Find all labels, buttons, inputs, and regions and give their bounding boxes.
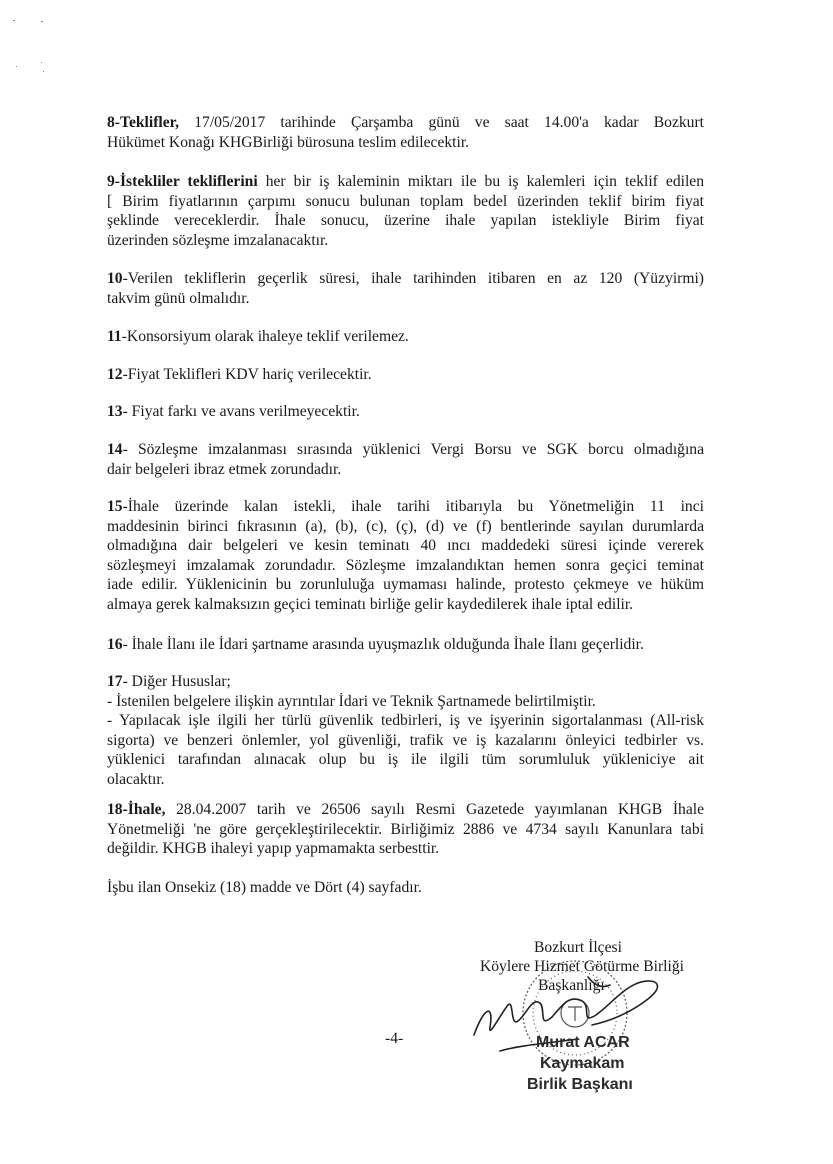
clause-text: takvim günü olmalıdır. bbox=[107, 289, 250, 307]
clause-12 bbox=[107, 365, 704, 385]
clause-text: -Konsorsiyum olarak ihaleye teklif verilemez. bbox=[121, 328, 409, 345]
clause-16 bbox=[107, 635, 704, 655]
clause-14 bbox=[107, 440, 704, 479]
clause-number: 9-İstekliler tekliflerini bbox=[107, 173, 258, 190]
clause-number: 11 bbox=[107, 328, 122, 345]
stamp-title: Kaymakam bbox=[540, 1055, 625, 1072]
clause-number: 16 bbox=[107, 636, 123, 653]
clause-text: - Yapılacak işle ilgili her türlü güvenlik tedbirleri, iş ve işyerinin sigortalanması (All-risk bbox=[107, 712, 704, 729]
clause-text: her bir iş kaleminin miktarı ile bu iş kalemleri için teklif edilen bbox=[265, 173, 704, 190]
clause-8 bbox=[107, 113, 704, 152]
clause-number: 13 bbox=[107, 403, 123, 420]
clause-17 bbox=[107, 672, 704, 789]
scan-specks bbox=[0, 0, 80, 80]
closing-text: İşbu ilan Onsekiz (18) madde ve Dört (4) sayfadır. bbox=[107, 879, 422, 896]
clause-number: 8-Teklifler, bbox=[107, 114, 180, 131]
clause-text: iade edilir. Yüklenicinin bu zorunluluğa uymaması halinde, protesto çekmeye ve hüküm bbox=[107, 576, 704, 593]
clause-text: sözleşmeyi imzalamak zorundadır. Sözleşme imzalandıktan hemen sonra geçici teminat bbox=[107, 556, 704, 574]
clause-text: maddesinin birinci fıkrasının (a), (b), (c), (ç), (d) ve (f) bentlerinde sayılan durumlarda bbox=[107, 517, 704, 535]
clause-text: - İhale İlanı ile İdari şartname arasında uyuşmazlık olduğunda İhale İlanı geçerlidir. bbox=[122, 636, 644, 653]
clause-text: şeklinde vereceklerdir. İhale sonucu, üzerine ihale yapılan istekliyle Birim fiyat bbox=[107, 212, 704, 229]
clause-15 bbox=[107, 497, 704, 614]
clause-text: sigorta) ve benzeri önlemler, yol güvenliği, trafik ve iş kazalarını önleyici tedbirler vs. bbox=[107, 731, 704, 749]
clause-text: - Diğer Hususlar; bbox=[122, 673, 231, 690]
clause-text: dair belgeleri ibraz etmek zorundadır. bbox=[107, 460, 342, 478]
page-number: -4- bbox=[385, 1030, 404, 1047]
clause-text: -İhale üzerinde kalan istekli, ihale tarihi itibarıyla bu Yönetmeliğin 11 inci bbox=[122, 498, 704, 515]
clause-text: - İstenilen belgelere ilişkin ayrıntılar İdari ve Teknik Şartnamede belirtilmiştir. bbox=[107, 692, 596, 710]
clause-text: Hükümet Konağı KHGBirliği bürosuna teslim edilecektir. bbox=[107, 133, 470, 151]
clause-number: 18-İhale, bbox=[107, 801, 166, 818]
signature-line-2: Köylere Hizmet Götürme Birliği bbox=[480, 958, 684, 975]
clause-number: 14 bbox=[107, 441, 123, 458]
clause-9 bbox=[107, 172, 704, 250]
official-seal-and-signature bbox=[460, 955, 690, 1095]
clause-text: almaya gerek kalmaksızın geçici teminatı birliğe gelir kaydedilerek ihale iptal edilir. bbox=[107, 595, 634, 613]
closing-statement bbox=[107, 878, 704, 898]
stamp-name: Murat ACAR bbox=[536, 1034, 630, 1051]
clause-number: 12 bbox=[107, 366, 123, 383]
clause-text: üzerinden sözleşme imzalanacaktır. bbox=[107, 231, 329, 249]
clause-text: [ Birim fiyatlarının çarpımı sonucu bulunan toplam bedel üzerinden teklif birim fiyat bbox=[107, 192, 704, 210]
clause-number: 15 bbox=[107, 498, 123, 515]
clause-text: Yönetmeliği 'ne göre gerçekleştirilecektir. Birliğimiz 2886 ve 4734 sayılı Kanunlara tabi bbox=[107, 820, 704, 838]
clause-text: 17/05/2017 tarihinde Çarşamba günü ve saat 14.00'a kadar Bozkurt bbox=[194, 114, 704, 131]
clause-13 bbox=[107, 402, 704, 422]
clause-text: olacaktır. bbox=[107, 770, 165, 788]
stamp-role: Birlik Başkanı bbox=[527, 1076, 633, 1093]
clause-10 bbox=[107, 269, 704, 308]
signature-line-1: Bozkurt İlçesi bbox=[534, 939, 622, 956]
clause-text: yüklenici tarafından alınacak olup bu iş ile ilgili tüm sorumluluk yükleniciye ait bbox=[107, 751, 704, 768]
clause-number: 17 bbox=[107, 673, 123, 690]
clause-11 bbox=[107, 327, 704, 347]
clause-text: -Fiyat Teklifleri KDV hariç verilecektir. bbox=[122, 366, 372, 383]
clause-number: 10 bbox=[107, 270, 123, 287]
clause-text: - Sözleşme imzalanması sırasında yüklenici Vergi Borsu ve SGK borcu olmadığına bbox=[122, 441, 704, 458]
signature-line-3: Başkanlığı bbox=[538, 977, 605, 994]
clause-text: -Verilen tekliflerin geçerlik süresi, ihale tarihinden itibaren en az 120 (Yüzyirmi) bbox=[122, 270, 704, 287]
clause-18 bbox=[107, 800, 704, 859]
clause-text: - Fiyat farkı ve avans verilmeyecektir. bbox=[122, 403, 360, 420]
clause-text: 28.04.2007 tarih ve 26506 sayılı Resmi Gazetede yayımlanan KHGB İhale bbox=[176, 801, 704, 818]
clause-text: olmadığına dair belgeleri ve kesin teminatı 40 ıncı maddedeki süresi içinde vererek bbox=[107, 537, 704, 554]
clause-text: değildir. KHGB ihaleyi yapıp yapmamakta serbesttir. bbox=[107, 840, 440, 857]
